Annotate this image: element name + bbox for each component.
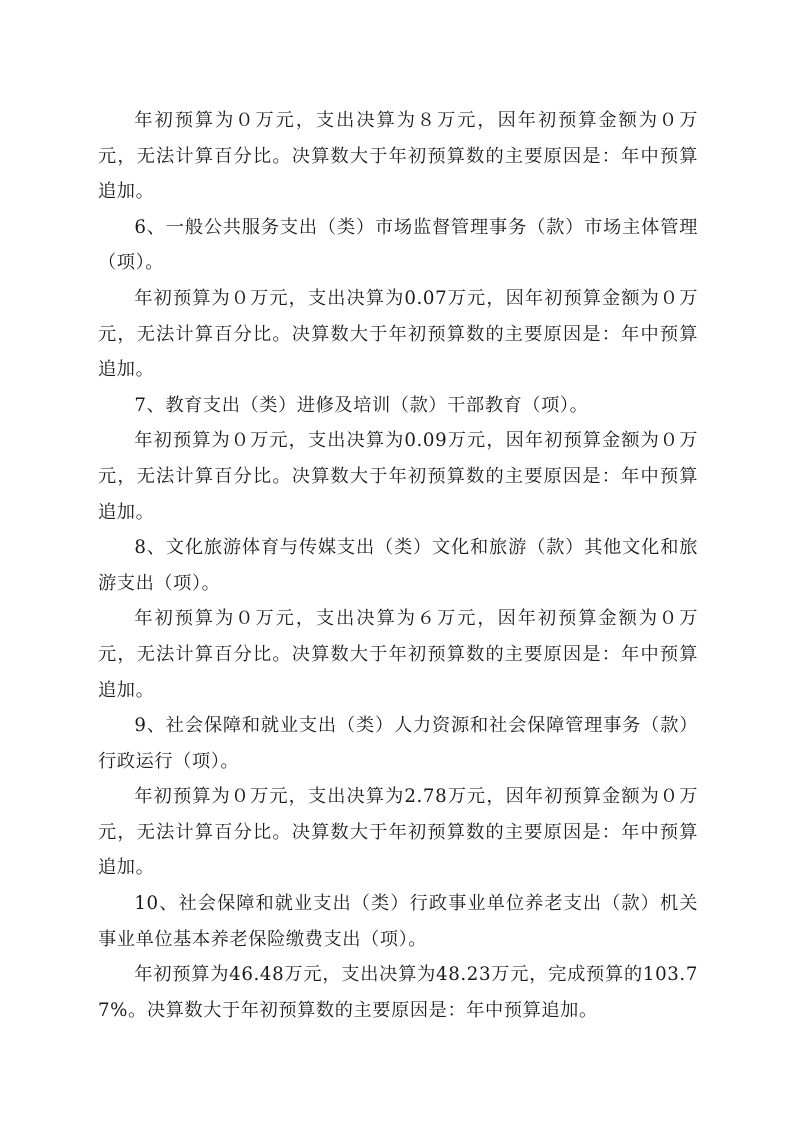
paragraph-6-heading: 6、一般公共服务支出（类）市场监督管理事务（款）市场主体管理（项）。 bbox=[98, 216, 698, 274]
paragraph-5-budget-note: 年初预算为０万元，支出决算为８万元，因年初预算金额为０万元，无法计算百分比。决算数大于年初预算数的主要原因是：年中预算追加。 bbox=[98, 110, 698, 203]
paragraph-8-heading: 8、文化旅游体育与传媒支出（类）文化和旅游（款）其他文化和旅游支出（项）。 bbox=[98, 537, 698, 594]
paragraph-10-budget-note: 年初预算为46.48万元，支出决算为48.23万元，完成预算的103.77%。决算数大于年初预算数的主要原因是：年中预算追加。 bbox=[98, 964, 698, 1021]
document-body bbox=[98, 103, 698, 1028]
paragraph-7-budget-note: 年初预算为０万元，支出决算为0.09万元，因年初预算金额为０万元，无法计算百分比。决算数大于年初预算数的主要原因是：年中预算追加。 bbox=[98, 430, 698, 523]
paragraph-9-heading: 9、社会保障和就业支出（类）人力资源和社会保障管理事务（款）行政运行（项）。 bbox=[98, 715, 698, 772]
paragraph-8-budget-note: 年初预算为０万元，支出决算为６万元，因年初预算金额为０万元，无法计算百分比。决算数大于年初预算数的主要原因是：年中预算追加。 bbox=[98, 608, 698, 701]
paragraph-6-budget-note: 年初预算为０万元，支出决算为0.07万元，因年初预算金额为０万元，无法计算百分比。决算数大于年初预算数的主要原因是：年中预算追加。 bbox=[98, 287, 698, 381]
paragraph-10-heading: 10、社会保障和就业支出（类）行政事业单位养老支出（款）机关事业单位基本养老保险缴费支出（项）。 bbox=[98, 893, 698, 950]
paragraph-7-heading: 7、教育支出（类）进修及培训（款）干部教育（项）。 bbox=[134, 394, 589, 416]
paragraph-9-budget-note: 年初预算为０万元，支出决算为2.78万元，因年初预算金额为０万元，无法计算百分比。决算数大于年初预算数的主要原因是：年中预算追加。 bbox=[98, 786, 698, 879]
